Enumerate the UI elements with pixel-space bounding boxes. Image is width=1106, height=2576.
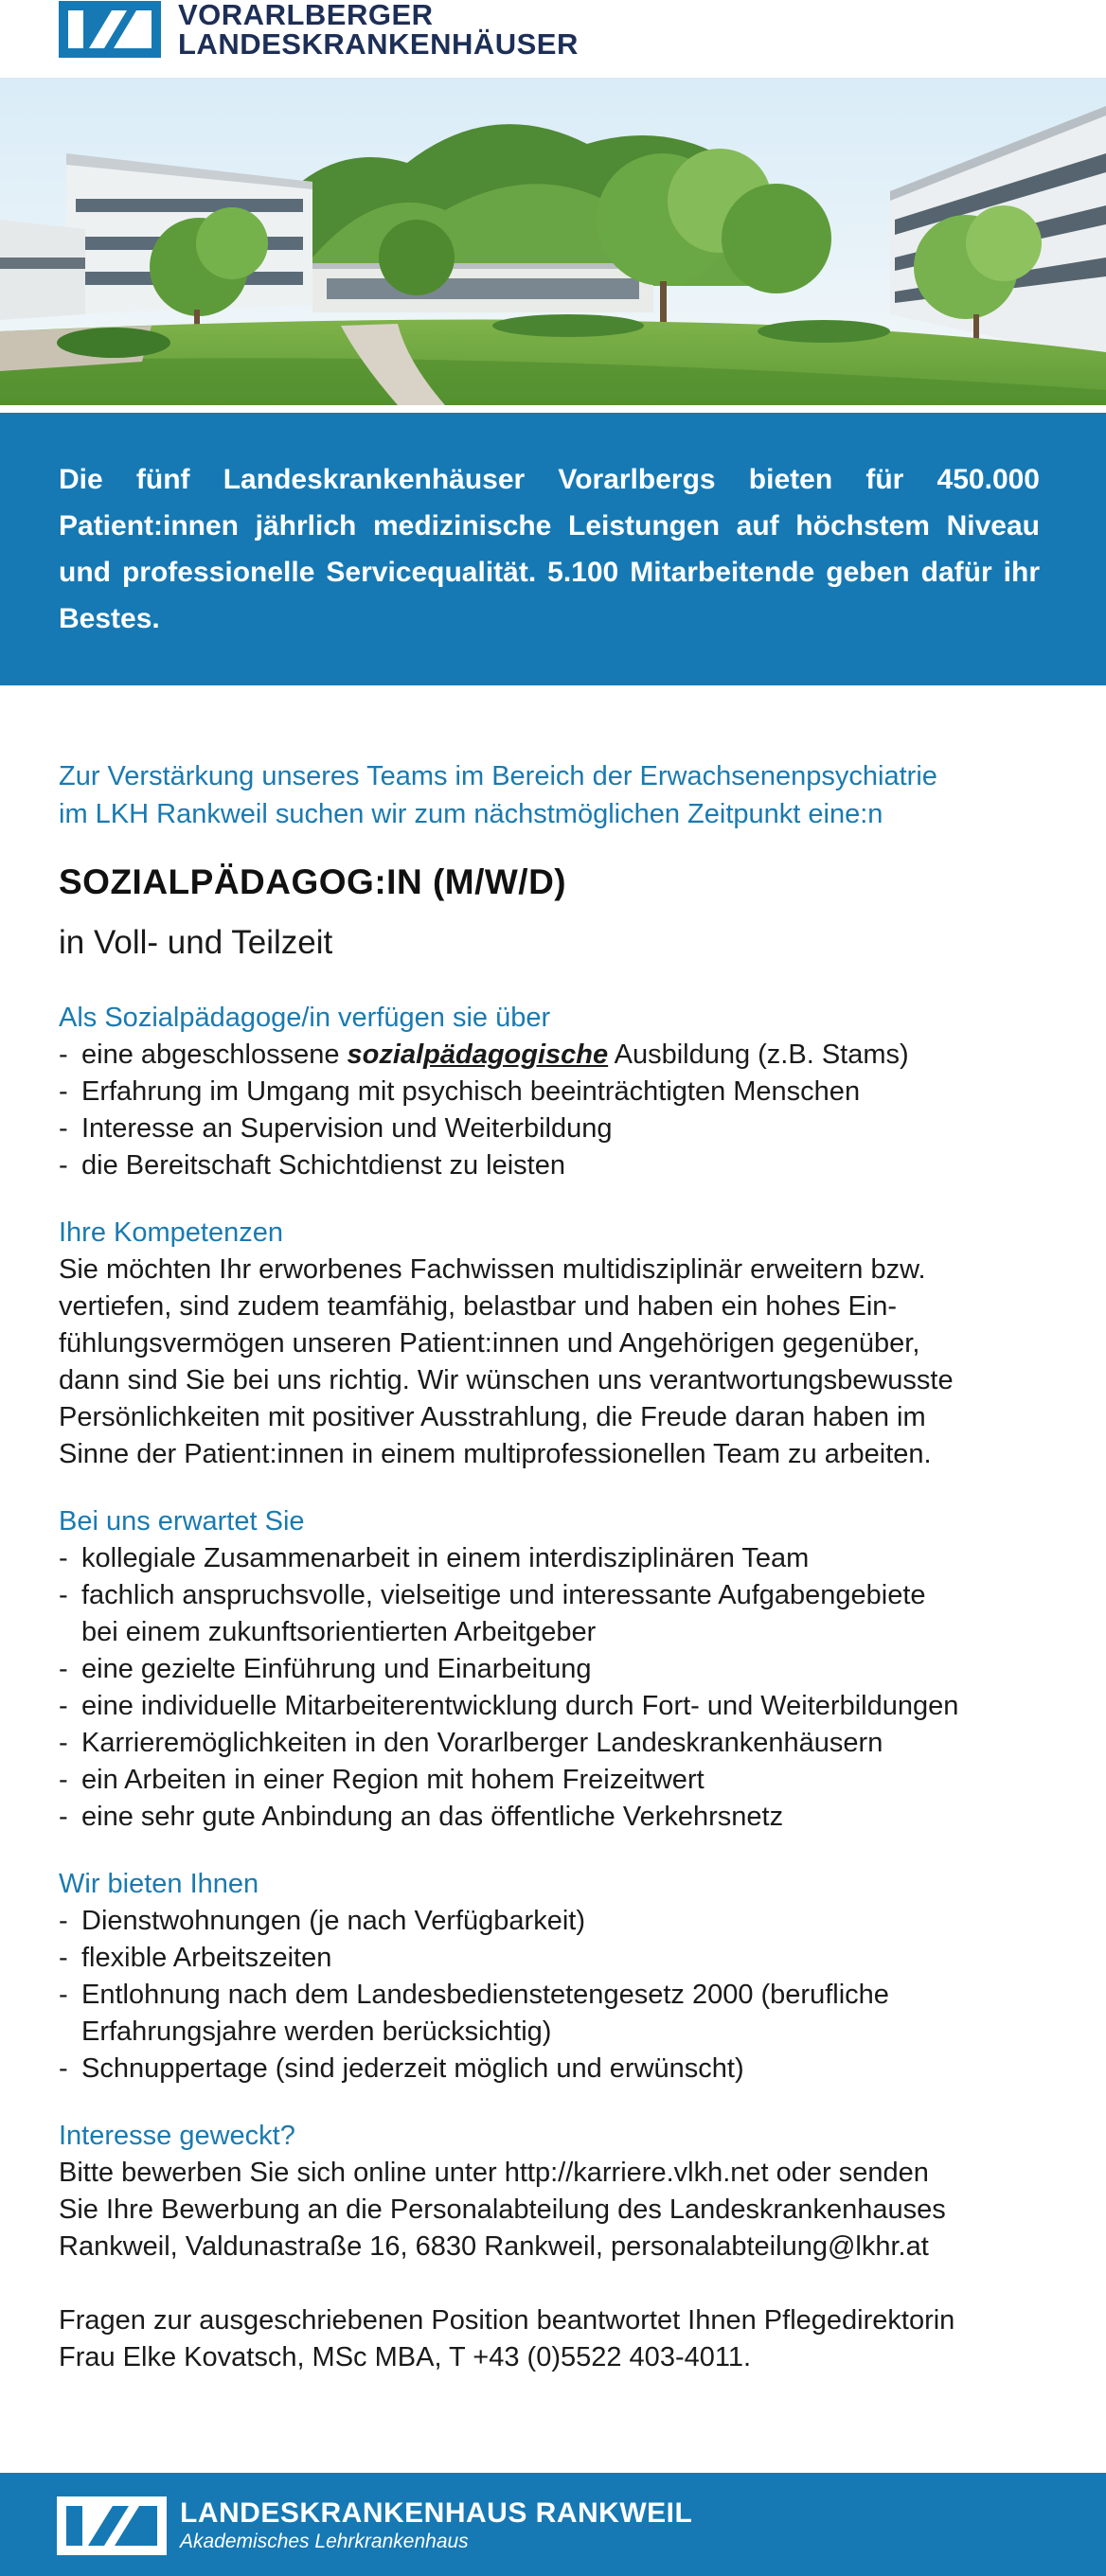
footer-tagline: Akademisches Lehrkrankenhaus [180, 2531, 469, 2552]
offer-list [59, 1903, 1062, 2087]
list-item: - kollegiale Zusammenarbeit in einem interdisziplinären Team [59, 1543, 810, 1573]
offer-section [59, 1866, 1062, 2087]
expect-section [59, 1503, 1062, 1836]
requirements-heading: Als Sozialpädagoge/in verfügen sie über [59, 1003, 551, 1033]
job-title: SOZIALPÄDAGOG:IN (M/W/D) [59, 862, 567, 901]
list-item: - flexible Arbeitszeiten [59, 1943, 332, 1973]
apply-text: Bitte bewerben Sie sich online unter http://karriere.vlkh.net oder senden Sie Ihre Bewerbung an die Personalabteilung des Landeskrankenhauses Rankweil, Valdunastraße 16, 6830 Rankweil, personalabteilung@lkhr.at [59, 2158, 946, 2262]
hospital-photo [0, 78, 1106, 405]
requirements-section [59, 1000, 1062, 1184]
header-logo-text [178, 0, 579, 59]
intro-text: Die fünf Landeskrankenhäuser Vorarlbergs bieten für 450.000 Patient:innen jährlich medizinische Leistungen auf höchstem Niveau und professionelle Servicequalität. 5.100 Mitarbeitende geben dafür ihr Bestes. [59, 464, 1040, 634]
competences-heading: Ihre Kompetenzen [59, 1217, 283, 1248]
requirements-list [59, 1037, 1062, 1184]
expect-heading: Bei uns erwartet Sie [59, 1506, 305, 1537]
footer-hospital-name: LANDESKRANKENHAUS RANKWEIL [180, 2497, 693, 2529]
contact-heading: Interesse geweckt? [59, 2121, 295, 2151]
vlkh-logo-mark-icon [59, 1, 161, 58]
job-lead [59, 757, 1062, 833]
list-item: - eine individuelle Mitarbeiterentwicklung durch Fort- und Weiterbildungen [59, 1691, 959, 1721]
job-posting [59, 757, 1062, 2376]
list-item: - Interesse an Supervision und Weiterbildung [59, 1113, 613, 1144]
header-logo [59, 0, 579, 59]
offer-heading: Wir bieten Ihnen [59, 1869, 259, 1899]
list-item: - Karrieremöglichkeiten in den Vorarlberger Landeskrankenhäusern [59, 1728, 883, 1758]
list-item: - eine abgeschlossene sozialpädagogische Ausbildung (z.B. Stams) [59, 1039, 909, 1070]
list-item: - Dienstwohnungen (je nach Verfügbarkeit) [59, 1906, 585, 1936]
footer-logo-text [180, 2497, 692, 2554]
header-logo-line1: VORARLBERGER [178, 0, 434, 31]
list-item: - ein Arbeiten in einer Region mit hohem Freizeitwert [59, 1765, 705, 1795]
job-lead-line2: im LKH Rankweil suchen wir zum nächstmöglichen Zeitpunkt eine:n [59, 799, 883, 829]
emphasized-term: sozialpädagogische [347, 1039, 609, 1070]
competences-text: Sie möchten Ihr erworbenes Fachwissen multidisziplinär erweitern bzw. vertiefen, sind zudem teamfähig, belastbar und haben ein hohes Ein- fühlungsvermögen unseren Patient:innen und Angehörigen gegenüber, dann sind Sie bei uns richtig. Wir wünschen uns verantwortungsbewusste Persönlichkeiten mit positiver Ausstrahlung, die Freude daran haben im Sinne der Patient:innen in einem multiprofessionellen Team zu arbeiten. [59, 1254, 954, 1469]
expect-list [59, 1540, 1062, 1836]
list-item: - die Bereitschaft Schichtdienst zu leisten [59, 1150, 565, 1181]
job-lead-line1: Zur Verstärkung unseres Teams im Bereich der Erwachsenenpsychiatrie [59, 761, 937, 791]
lkh-rankweil-logo-mark-icon [57, 2496, 167, 2555]
contact-section [59, 2118, 1062, 2376]
job-subtitle: in Voll- und Teilzeit [59, 924, 333, 961]
header-logo-line2: LANDESKRANKENHÄUSER [178, 27, 579, 61]
competences-section [59, 1215, 1062, 1473]
list-item: - eine sehr gute Anbindung an das öffentliche Verkehrsnetz [59, 1802, 784, 1832]
list-item: - eine gezielte Einführung und Einarbeitung [59, 1654, 592, 1684]
questions-text: Fragen zur ausgeschriebenen Position beantwortet Ihnen Pflegedirektorin Frau Elke Kovatsch, MSc MBA, T +43 (0)5522 403-4011. [59, 2305, 955, 2372]
list-item: - Entlohnung nach dem Landesbedienstetengesetz 2000 (berufliche Erfahrungsjahre werden berücksichtig) [59, 1980, 889, 2047]
list-item: - Schnuppertage (sind jederzeit möglich und erwünscht) [59, 2053, 744, 2084]
footer-logo [57, 2496, 692, 2555]
list-item: - fachlich anspruchsvolle, vielseitige und interessante Aufgabengebiete bei einem zukunftsorientierten Arbeitgeber [59, 1580, 926, 1647]
list-item: - Erfahrung im Umgang mit psychisch beeinträchtigten Menschen [59, 1076, 861, 1107]
